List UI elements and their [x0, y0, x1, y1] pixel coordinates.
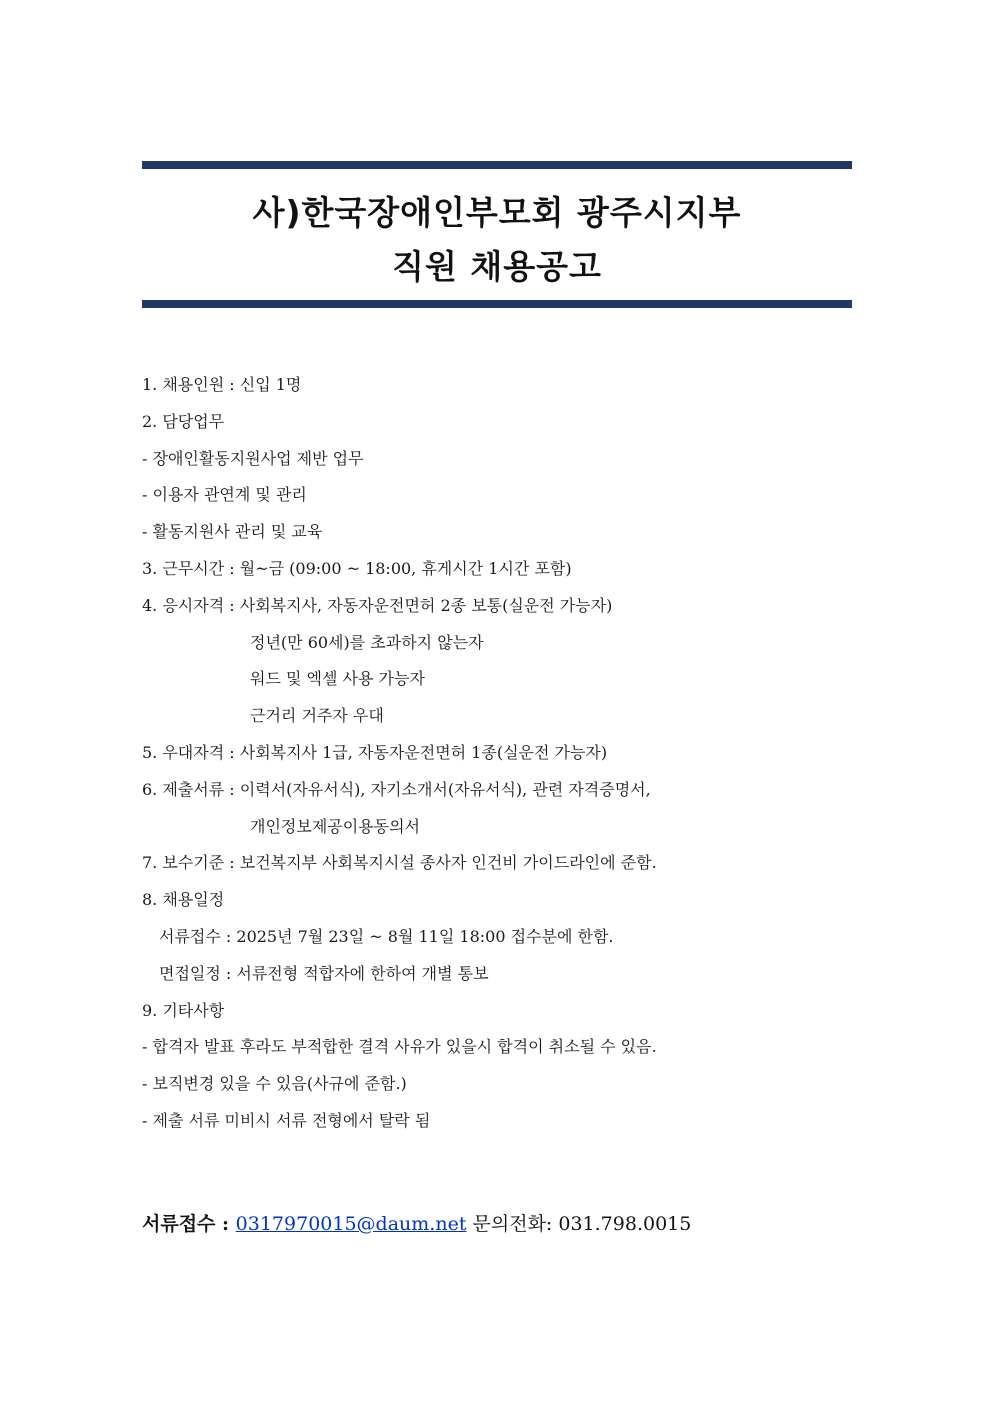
item-salary: 7. 보수기준 : 보건복지부 사회복지시설 종사자 인건비 가이드라인에 준함. [142, 853, 657, 873]
phone-number: 031.798.0015 [558, 1213, 692, 1235]
item-qualifications: 4. 응시자격 : 사회복지사, 자동자운전면허 2종 보통(실운전 가능자) [142, 595, 613, 615]
duty-line: - 활동지원사 관리 및 교육 [142, 522, 323, 542]
page-subtitle: 직원 채용공고 [392, 247, 602, 286]
contact-footer [142, 1209, 691, 1236]
phone-label: 문의전화: [466, 1213, 559, 1235]
documents-line: 개인정보제공이용동의서 [250, 816, 421, 836]
other-line: - 보직변경 있을 수 있음(사규에 준함.) [142, 1074, 407, 1094]
submit-label: 서류접수 : [142, 1213, 236, 1235]
schedule-line: 서류접수 : 2025년 7월 23일 ~ 8월 11일 18:00 접수분에 한함. [159, 926, 614, 946]
schedule-line: 면접일정 : 서류전형 적합자에 한하여 개별 통보 [159, 963, 489, 983]
qualification-line: 워드 및 엑셀 사용 가능자 [250, 669, 425, 689]
email-link[interactable]: 0317970015@daum.net [235, 1213, 467, 1235]
item-schedule-heading: 8. 채용일정 [142, 890, 225, 910]
top-rule [142, 161, 852, 169]
other-line: - 합격자 발표 후라도 부적합한 결격 사유가 있을시 합격이 취소될 수 있음. [142, 1037, 657, 1057]
item-documents: 6. 제출서류 : 이력서(자유서식), 자기소개서(자유서식), 관련 자격증명서, [142, 779, 651, 799]
other-line: - 제출 서류 미비시 서류 전형에서 탈락 됨 [142, 1110, 431, 1130]
page-title: 사)한국장애인부모회 광주시지부 [252, 193, 742, 232]
item-preferred: 5. 우대자격 : 사회복지사 1급, 자동자운전면허 1종(실운전 가능자) [142, 742, 608, 762]
item-work-hours: 3. 근무시간 : 월~금 (09:00 ~ 18:00, 휴게시간 1시간 포함) [142, 558, 572, 578]
bottom-rule [142, 300, 852, 308]
duty-line: - 이용자 관연계 및 관리 [142, 485, 307, 505]
duty-line: - 장애인활동지원사업 제반 업무 [142, 448, 364, 468]
item-recruit-count: 1. 채용인원 : 신입 1명 [142, 375, 302, 394]
item-duties-heading: 2. 담당업무 [142, 411, 225, 431]
notice-body [142, 367, 862, 1140]
qualification-line: 정년(만 60세)를 초과하지 않는자 [250, 632, 484, 652]
item-other-heading: 9. 기타사항 [142, 1000, 225, 1020]
qualification-line: 근거리 거주자 우대 [250, 706, 384, 726]
